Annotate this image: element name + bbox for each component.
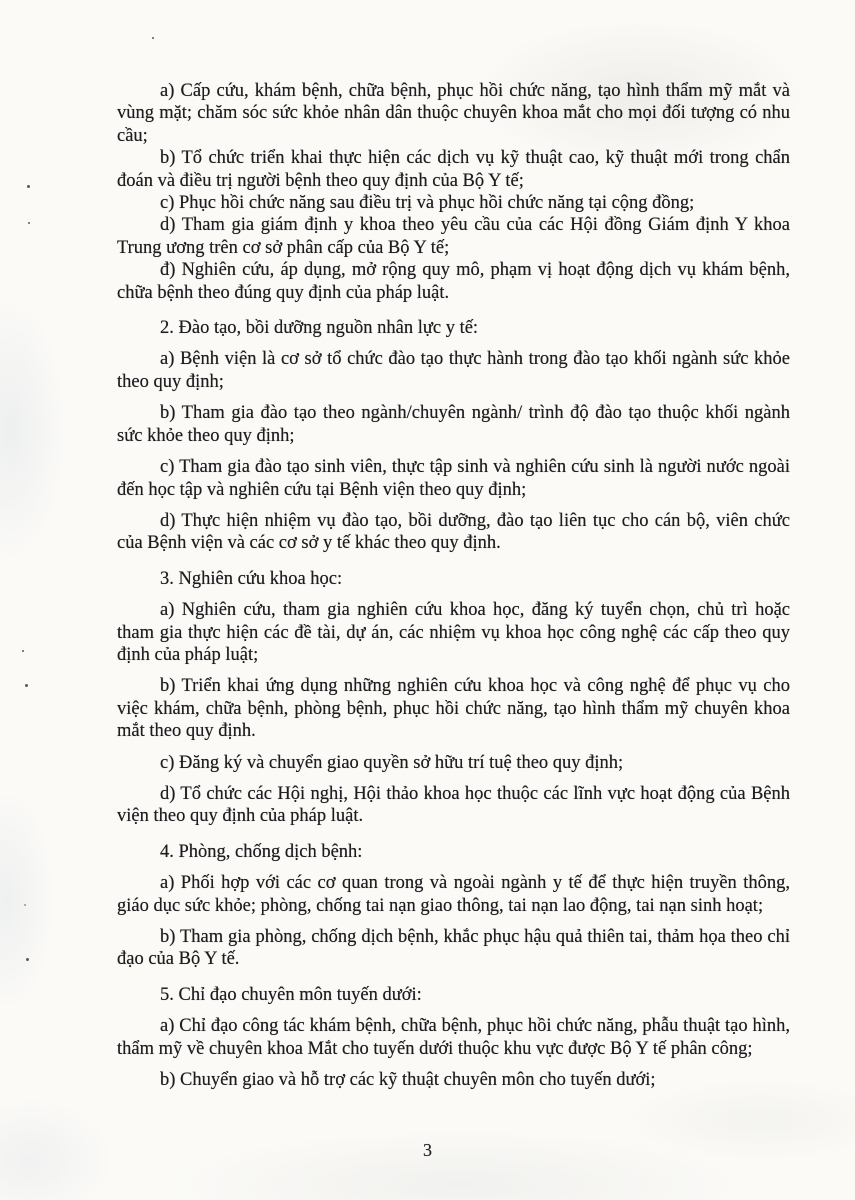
scan-speck <box>28 222 30 224</box>
paragraph: c) Tham gia đào tạo sinh viên, thực tập sinh và nghiên cứu sinh là người nước ngoài đến học tập và nghiên cứu tại Bệnh viện theo quy định; <box>117 457 790 500</box>
paragraph: d) Thực hiện nhiệm vụ đào tạo, bồi dưỡng, đào tạo liên tục cho cán bộ, viên chức của Bệnh viện và các cơ sở y tế khác theo quy định. <box>117 510 790 554</box>
paragraph: c) Phục hồi chức năng sau điều trị và phục hồi chức năng tại cộng đồng; <box>160 193 695 214</box>
document-body-text <box>117 80 790 1091</box>
paragraph: a) Phối hợp với các cơ quan trong và ngoài ngành y tế để thực hiện truyền thông, giáo dục sức khỏe; phòng, chống tai nạn giao thông, tai nạn lao động, tai nạn sinh hoạt; <box>117 873 790 916</box>
paragraph: 2. Đào tạo, bồi dưỡng nguồn nhân lực y tế: <box>160 318 479 339</box>
scan-speck <box>152 37 154 39</box>
paragraph: b) Tham gia đào tạo theo ngành/chuyên ngành/ trình độ đào tạo thuộc khối ngành sức khỏe theo quy định; <box>117 403 790 446</box>
scan-speck <box>25 684 28 687</box>
paragraph: 3. Nghiên cứu khoa học: <box>160 568 343 589</box>
page-number: 3 <box>423 1140 432 1160</box>
paragraph: a) Cấp cứu, khám bệnh, chữa bệnh, phục hồi chức năng, tạo hình thẩm mỹ mắt và vùng mặt; chăm sóc sức khỏe nhân dân thuộc chuyên khoa mắt cho mọi đối tượng có nhu cầu; <box>117 81 790 146</box>
paragraph: d) Tổ chức các Hội nghị, Hội thảo khoa học thuộc các lĩnh vực hoạt động của Bệnh viện theo quy định của pháp luật. <box>117 783 790 827</box>
paragraph: b) Tham gia phòng, chống dịch bệnh, khắc phục hậu quả thiên tai, thảm họa theo chỉ đạo của Bộ Y tế. <box>117 927 790 970</box>
scan-speck <box>24 904 26 906</box>
scan-speck <box>26 958 29 961</box>
paragraph: đ) Nghiên cứu, áp dụng, mở rộng quy mô, phạm vị hoạt động dịch vụ khám bệnh, chữa bệnh theo đúng quy định của pháp luật. <box>117 260 790 303</box>
paragraph: 5. Chỉ đạo chuyên môn tuyến dưới: <box>160 984 422 1005</box>
paragraph: a) Nghiên cứu, tham gia nghiên cứu khoa học, đăng ký tuyển chọn, chủ trì hoặc tham gia thực hiện các đề tài, dự án, các nhiệm vụ khoa học công nghệ các cấp theo quy định của pháp luật; <box>117 600 790 665</box>
paragraph: 4. Phòng, chống dịch bệnh: <box>160 841 363 862</box>
paragraph: b) Tổ chức triển khai thực hiện các dịch vụ kỹ thuật cao, kỹ thuật mới trong chẩn đoán và điều trị người bệnh theo quy định của Bộ Y tế; <box>117 148 790 191</box>
scan-speck <box>22 650 24 652</box>
scan-speck <box>27 185 30 188</box>
paragraph: c) Đăng ký và chuyển giao quyền sở hữu trí tuệ theo quy định; <box>160 752 624 773</box>
paragraph: a) Bệnh viện là cơ sở tổ chức đào tạo thực hành trong đào tạo khối ngành sức khỏe theo quy định; <box>117 349 790 392</box>
paragraph: a) Chỉ đạo công tác khám bệnh, chữa bệnh, phục hồi chức năng, phẫu thuật tạo hình, thẩm mỹ về chuyên khoa Mắt cho tuyến dưới thuộc khu vực được Bộ Y tế phân công; <box>117 1016 790 1059</box>
paragraph: b) Triển khai ứng dụng những nghiên cứu khoa học và công nghệ để phục vụ cho việc khám, chữa bệnh, phòng bệnh, phục hồi chức năng, tạo hình thẩm mỹ chuyên khoa mắt theo quy định. <box>117 676 790 742</box>
paragraph: d) Tham gia giám định y khoa theo yêu cầu của các Hội đồng Giám định Y khoa Trung ương trên cơ sở phân cấp của Bộ Y tế; <box>117 215 790 258</box>
paragraph: b) Chuyển giao và hỗ trợ các kỹ thuật chuyên môn cho tuyến dưới; <box>160 1070 656 1091</box>
